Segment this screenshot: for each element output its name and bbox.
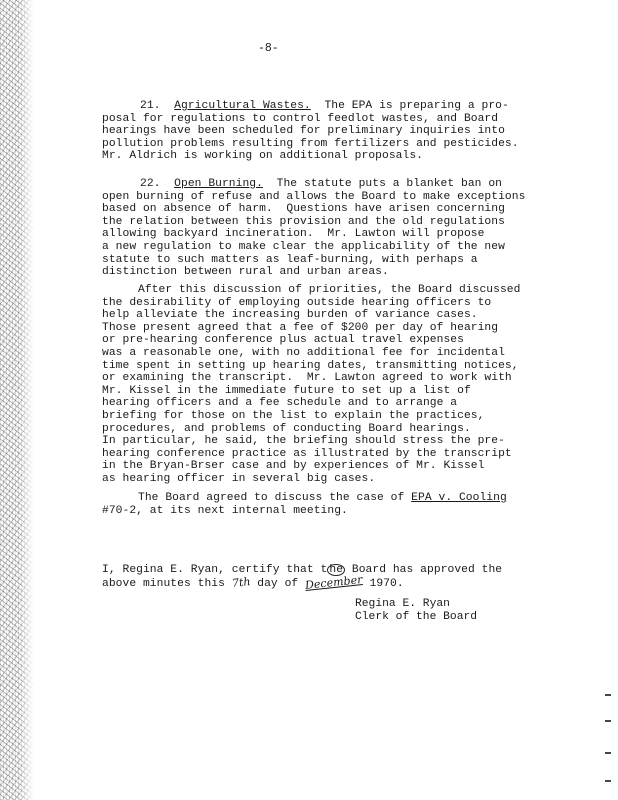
cert-text: Board has approved the xyxy=(345,564,503,576)
section-line: a new regulation to make clear the applicability of the new xyxy=(102,240,505,253)
paragraph-line: as hearing officer in several big cases. xyxy=(102,472,376,485)
section-line: distinction between rural and urban areas. xyxy=(102,266,389,279)
section-line: The statute puts a blanket ban on xyxy=(276,178,502,190)
section-line: hearings have been scheduled for preliminary inquiries into xyxy=(102,125,505,138)
paragraph-line: After this discussion of priorities, the Board discussed xyxy=(138,284,521,296)
section-number: 22. xyxy=(140,178,161,190)
paragraph-prefix: The Board agreed to discuss the case of xyxy=(138,492,412,504)
paragraph-line: #70-2, at its next internal meeting. xyxy=(102,504,348,517)
paragraph-line: the desirability of employing outside hearing officers to xyxy=(102,296,492,309)
paragraph-case-discussion xyxy=(102,492,542,517)
section-line: The EPA is preparing a pro- xyxy=(324,100,509,112)
paragraph-line: hearing conference practice as illustrated by the transcript xyxy=(102,447,512,460)
paragraph-line: Mr. Kissel in the immediate future to set up a list of xyxy=(102,384,471,397)
section-heading: Open Burning. xyxy=(174,178,263,190)
paragraph-line: Those present agreed that a fee of $200 per day of hearing xyxy=(102,321,499,334)
section-line: allowing backyard incineration. Mr. Lawton will propose xyxy=(102,228,485,241)
signature-block xyxy=(355,598,477,624)
paragraph-line: hearing officers and a fee schedule and to arrange a xyxy=(102,397,458,410)
section-line: based on absence of harm. Questions have arisen concerning xyxy=(102,203,505,216)
paragraph-line: In particular, he said, the briefing should stress the pre- xyxy=(102,435,505,448)
signatory-name: Regina E. Ryan xyxy=(355,598,450,610)
cert-text: I, Regina E. Ryan, certify that t xyxy=(102,564,328,576)
section-line: the relation between this provision and the old regulations xyxy=(102,215,505,228)
section-line: posal for regulations to control feedlot wastes, and Board xyxy=(102,112,499,125)
handwritten-day: 7th xyxy=(231,574,251,590)
scan-edge-noise xyxy=(0,0,34,800)
signatory-title: Clerk of the Board xyxy=(355,611,478,623)
handwritten-month: December xyxy=(304,572,364,592)
paragraph-line: help alleviate the increasing burden of variance cases. xyxy=(102,309,478,322)
paragraph-line: briefing for those on the list to explain the practices, xyxy=(102,409,485,422)
cert-text: day of xyxy=(250,577,306,590)
section-line: statute to such matters as leaf-burning, with perhaps a xyxy=(102,253,478,266)
certification-statement xyxy=(102,564,542,590)
section-number: 21. xyxy=(140,100,161,112)
paragraph-line: in the Bryan-Brser case and by experiences of Mr. Kissel xyxy=(102,460,485,473)
cert-text: 1970. xyxy=(362,577,404,590)
case-name: EPA v. Cooling xyxy=(411,492,507,504)
section-open-burning xyxy=(102,178,542,279)
paragraph-line: or pre-hearing conference plus actual travel expenses xyxy=(102,334,464,347)
paragraph-line: was a reasonable one, with no additional fee for incidental xyxy=(102,346,505,359)
section-heading: Agricultural Wastes. xyxy=(174,100,311,112)
cert-text: above minutes this xyxy=(102,577,232,590)
circled-correction: he xyxy=(329,564,344,576)
section-line: open burning of refuse and allows the Board to make exceptions xyxy=(102,190,526,203)
page-number: -8- xyxy=(258,42,279,55)
section-agricultural-wastes xyxy=(102,100,542,163)
paragraph-line: procedures, and problems of conducting Board hearings. xyxy=(102,422,471,435)
section-line: pollution problems resulting from fertilizers and pesticides. xyxy=(102,137,519,150)
scan-margin-marks xyxy=(605,690,615,790)
paragraph-line: or examining the transcript. Mr. Lawton agreed to work with xyxy=(102,372,512,385)
section-line: Mr. Aldrich is working on additional proposals. xyxy=(102,150,423,163)
paragraph-line: time spent in setting up hearing dates, transmitting notices, xyxy=(102,359,519,372)
paragraph-hearing-officers xyxy=(102,284,542,486)
